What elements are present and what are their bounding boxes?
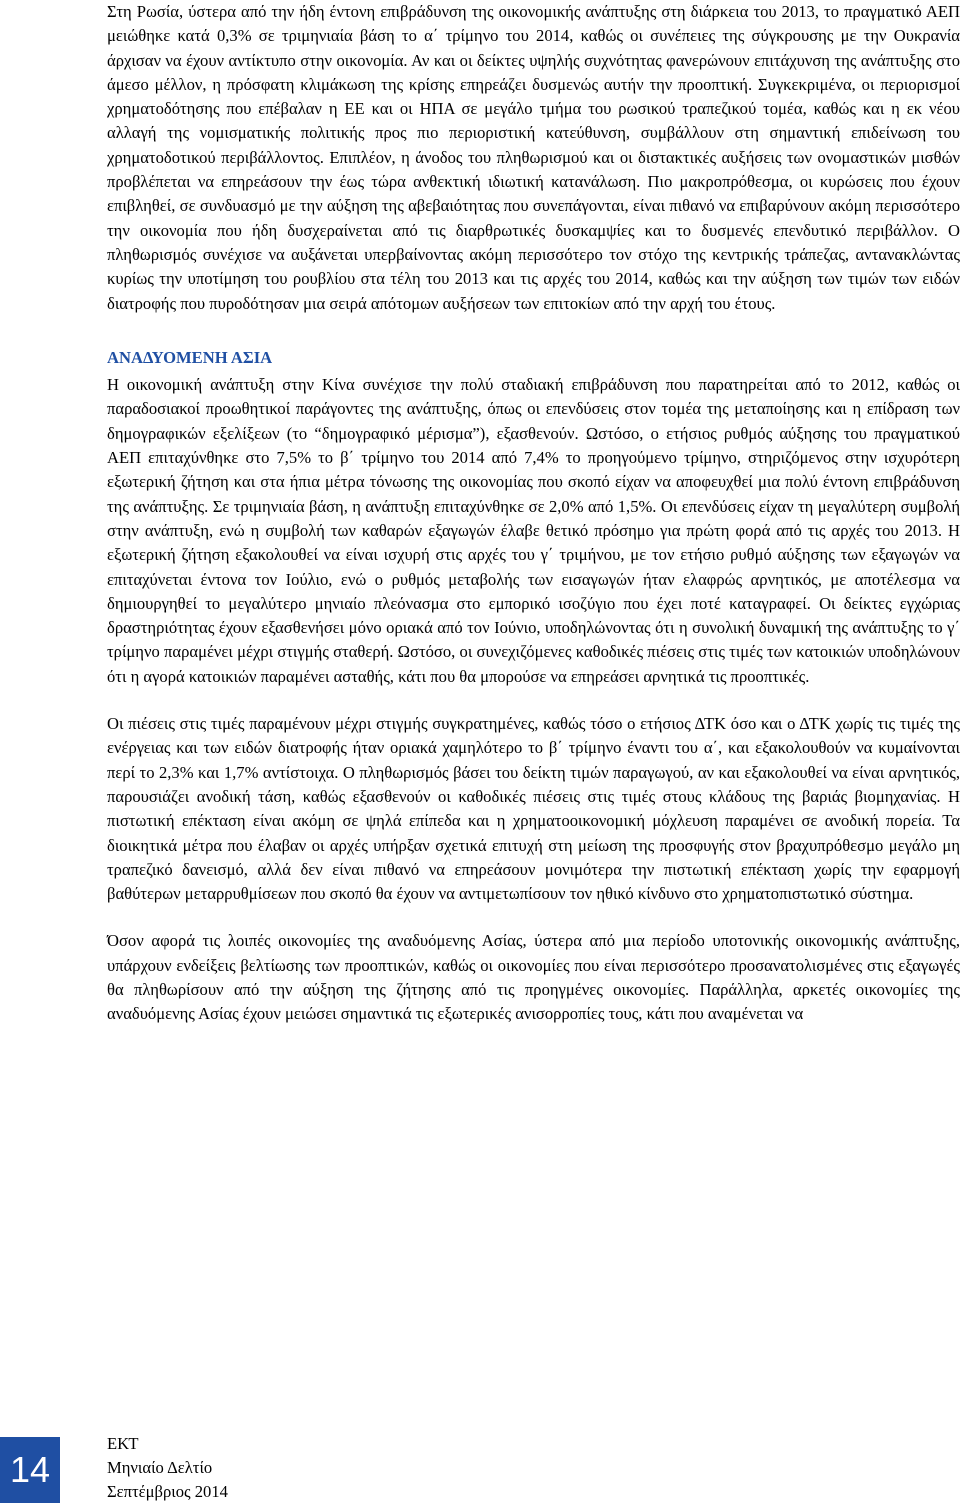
paragraph-russia: Στη Ρωσία, ύστερα από την ήδη έντονη επιβράδυνση της οικονομικής ανάπτυξης στη διάρκεια του 2013, το πραγματικό ΑΕΠ μειώθηκε κατά 0,3% σε τριμηνιαία βάση το α΄ τρίμηνο του 2014, καθώς οι συνέπειες της σύγκρουσης με την Ουκρανία άρχισαν να έχουν αντίκτυπο στην οικονομία. Αν και οι δείκτες υψηλής συχνότητας φανερώνουν επιτάχυνση της ανάπτυξης στο άμεσο μέλλον, η πρόσφατη κλιμάκωση της κρίσης επηρεάζει δυσμενώς αυτήν την προοπτική. Συγκεκριμένα, οι περιορισμοί χρηματοδότησης που επέβαλαν η ΕΕ και οι ΗΠΑ σε μεγάλο τμήμα του ρωσικού τραπεζικού τομέα, καθώς και η εκ νέου αλλαγή της νομισματικής πολιτικής προς πιο περιοριστική κατεύθυνση, συμβάλλουν στη σημαντική επιδείνωση του χρηματοδοτικού περιβάλλοντος. Επιπλέον, η άνοδος του πληθωρισμού και οι διστακτικές αυξήσεις των ονομαστικών μισθών προβλέπεται να επηρεάσουν την έως τώρα ανθεκτική ιδιωτική κατανάλωση. Πιο μακροπρόθεσμα, οι κυρώσεις που έχουν επιβληθεί, σε συνδυασμό με την αύξηση της αβεβαιότητας που συνεπάγονται, είναι πιθανό να επιβαρύνουν ακόμη περισσότερο την οικονομία που ήδη δυσχεραίνεται από τις διαρθρωτικές δυσκαμψίες και το δυσμενές επενδυτικό περιβάλλον. Ο πληθωρισμός συνέχισε να αυξάνεται υπερβαίνοντας ακόμη περισσότερο τον στόχο της κεντρικής τράπεζας, αντανακλώντας κυρίως την υποτίμηση του ρουβλίου στα τέλη του 2013 και τις αρχές του 2014, καθώς και την αύξηση των τιμών των ειδών διατροφής που πυροδότησαν μια σειρά απότομων αυξήσεων των επιτοκίων από την αρχή του έτους. xyxy=(107,2,960,313)
page-footer xyxy=(107,1432,228,1504)
footer-publisher: ΕΚΤ xyxy=(107,1434,139,1453)
paragraph-china-prices: Οι πιέσεις στις τιμές παραμένουν μέχρι στιγμής συγκρατημένες, καθώς τόσο ο ετήσιος ΔΤΚ όσο και ο ΔΤΚ χωρίς τις τιμές της ενέργειας και των ειδών διατροφής ήταν οριακά χαμηλότερο το β΄ τρίμηνο έναντι του α΄, και εξακολουθούν να κυμαίνονται περί το 2,3% και 1,7% αντίστοιχα. Ο πληθωρισμός βάσει του δείκτη τιμών παραγωγού, αν και εξακολουθεί να είναι αρνητικός, παρουσιάζει ανοδική τάση, καθώς εξασθενούν οι καθοδικές πιέσεις στις τιμές στους κλάδους της βαριάς βιομηχανίας. Η πιστωτική επέκταση είναι ακόμη σε ψηλά επίπεδα και η χρηματοοικονομική μόχλευση παραμένει σε ανοδική πορεία. Τα διοικητικά μέτρα που έλαβαν οι αρχές υπήρξαν σχετικά επιτυχή στη μείωση της προσφυγής στον βραχυπρόθεσμο μεγάλο μη τραπεζικό δανεισμό, αλλά δεν είναι πιθανό να επηρεάσουν μονιμότερα την πιστωτική επέκταση χωρίς την εφαρμογή βαθύτερων μεταρρυθμίσεων που σκοπό θα έχουν να αντιμετωπίσουν τον ηθικό κίνδυνο στο χρηματοπιστωτικό σύστημα. xyxy=(107,714,960,904)
paragraph-other-asia: Όσον αφορά τις λοιπές οικονομίες της αναδυόμενης Ασίας, ύστερα από μια περίοδο υποτονικής οικονομικής ανάπτυξης, υπάρχουν ενδείξεις βελτίωσης των προοπτικών, καθώς οι οικονομίες που είναι περισσότερο προσανατολισμένες στις εξαγωγές θα πληθωρίσουν από την αύξηση της ζήτησης από τις προηγμένες οικονομίες. Παράλληλα, αρκετές οικονομίες της αναδυόμενης Ασίας έχουν μειώσει σημαντικά τις εξωτερικές ανισορροπίες τους, κάτι που αναμένεται να xyxy=(107,931,960,1024)
page-number-badge: 14 xyxy=(0,1437,60,1503)
section-heading: ΑΝΑΔΥΟΜΕΝΗ ΑΣΙΑ xyxy=(107,347,273,367)
footer-issue-date: Σεπτέμβριος 2014 xyxy=(107,1482,228,1501)
article-body xyxy=(107,0,960,1027)
paragraph-china-growth: Η οικονομική ανάπτυξη στην Κίνα συνέχισε την πολύ σταδιακή επιβράδυνση που παρατηρείται από το 2012, καθώς οι παραδοσιακοί προωθητικοί παράγοντες της ανάπτυξης, όπως οι επενδύσεις στον τομέα της μεταποίησης και η επίδραση των δημογραφικών εξελίξεων (το “δημογραφικό μέρισμα”), εξασθενούν. Ωστόσο, ο ετήσιος ρυθμός αύξησης του πραγματικού ΑΕΠ επιταχύνθηκε στο 7,5% το β΄ τρίμηνο του 2014 από 7,4% το προηγούμενο τρίμηνο, στηριζόμενος στην ισχυρότερη εξωτερική ζήτηση και στα ήπια μέτρα τόνωσης της οικονομίας που σκοπό είχαν να αποφευχθεί μια πολύ έντονη επιβράδυνση της ανάπτυξης. Σε τριμηνιαία βάση, η ανάπτυξη επιταχύνθηκε σε 2,0% από 1,5%. Οι επενδύσεις είχαν τη μεγαλύτερη συμβολή στην ανάπτυξη, ενώ η συμβολή των καθαρών εξαγωγών έλαβε θετικό πρόσημο για πρώτη φορά από τις αρχές του 2013. Η εξωτερική ζήτηση εξακολουθεί να είναι ισχυρή στις αρχές του γ΄ τριμήνου, με τον ετήσιο ρυθμό αύξησης των εξαγωγών να επιταχύνεται έντονα τον Ιούλιο, ενώ ο ρυθμός μεταβολής των εισαγωγών ήταν ελαφρώς αρνητικός, με αποτέλεσμα να δημιουργηθεί το μεγαλύτερο μηνιαίο πλεόνασμα στο εμπορικό ισοζύγιο που έχει ποτέ καταγραφεί. Οι δείκτες εγχώριας δραστηριότητας έχουν εξασθενήσει μόνο οριακά από τον Ιούνιο, υποδηλώνοντας ότι η συνολική δυναμική της ανάπτυξης το γ΄ τρίμηνο παραμένει μέχρι στιγμής σταθερή. Ωστόσο, οι συνεχιζόμενες καθοδικές πιέσεις στις τιμές των κατοικιών υποδηλώνουν ότι η αγορά κατοικιών παραμένει ασταθής, κάτι που θα μπορούσε να επηρεάσει αρνητικά τις προοπτικές. xyxy=(107,375,960,686)
footer-publication: Μηνιαίο Δελτίο xyxy=(107,1458,213,1477)
